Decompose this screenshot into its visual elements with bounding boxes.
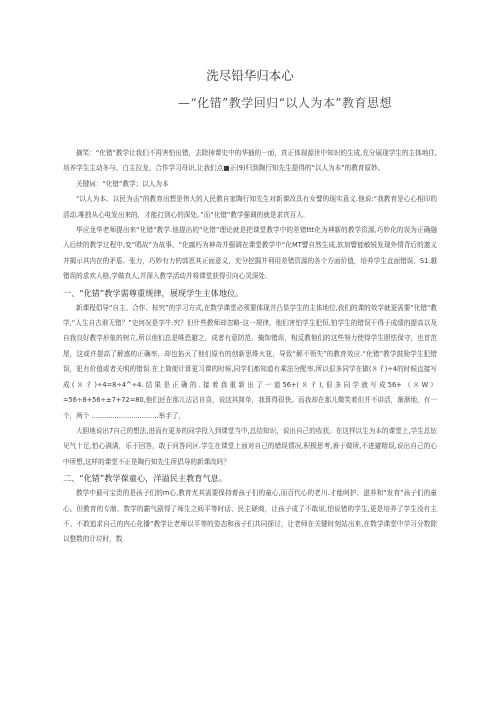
body-paragraph: 教学中最可宝贵的是孩子们的m心,教育尤其需要保持着孩子们的童心,而百代心的老川.才能呵护、滋养和“发育”孩子们的童心。但教育的专制、数学的霸气剧得了师生之间平等时话、民主磋商，让孩子成了不敢说,怕说错的学生,更是培养了学生没有主不、不敢追求自己的内心化播“教学让老师以平等的姿态和孩子们共同探讨，让老师在关键时刻站出来,在数学课堂中学习分数除以整数的计垃时，数: [63, 489, 437, 544]
body-paragraph: 关键词：“化错”教学；以人为本: [76, 179, 169, 188]
doc-subtitle: —“化错”教学回归“以人为本”教育思想: [178, 96, 393, 110]
section-heading: 二、“化错”教学葆童心，洋溢民主教育气息。: [63, 473, 228, 484]
section-heading: 一、“化错”教学需尊重规律，展现学生主体地位。: [63, 287, 244, 298]
body-paragraph: 新课程倡导“自主、合作、棕究”的学习方式,在数学课堂必须要体现并凸显学生的主体地位,我们的课的效学就更需要“化错”教学,“人生自古谁无错？”史何况是学牛.究？但什些教师却忽略-这一规律，他们害怕学生犯恒,怕学生的错误干得于成绩的提高以及自我良好教学形象的树立,所以他们总是唯恐避之，成者有意防范、掩饰错误，相反教他们的这些努力使得学生胆怯保守，也首范尾，这或许提高了解惑的正确率，却也掐灭了他们原有的创新思维火花，导致“解不领失”的教育效应.“化错”教学鼓励学生犯错误，犯有价值或者关明的错误.在上简便计算更习课的时候,同学们都知道有乘法分配率,所以很多同学在做(８彳)÷4的时候直接写成(８彳)÷4=8÷4^÷4.结果是正确的.接着我重新出了一道56+(８彳),很多同学就写成56+（８W）=56÷8+56÷±7+72=80,他们还在那儿沾沾自喜，说这其简单，我算得很快。而我却在那儿微笑着但并不讲活，渐渐地，有一个，两个 ................................举手了，: [63, 303, 437, 420]
body-paragraph: “以人为本、以民为击”的教育出想是伟大的人民教自家陶行知先生对新课改具有女譬的现实意义.他说:“我教育是心心相印的活动.唯独从心电发出来的，才能打到心的深处。”而“化错”教学强调的就是求真百人.: [63, 195, 437, 219]
body-paragraph: 大胆地说出7自己的想法,进而有更多的同学投入到课堂当中,总结知识，说出自己的收获。在这样以生为本的课堂上,学生总钻见气十足,怕心满满，乐于回答，敢于问答问区.学生在课堂上面对自己的错误情况,积极思考,善于做所,不进避精误,说出自己的心中所想,这样的课堂不正是陶行知先生所倡导的新课改吗？: [63, 426, 437, 466]
body-paragraph: 摘笑：“化错”教学让我们不再害怕出错，去除掉课史中的华插的一面，真正体现源世中知识的生成,充分展现学生的主体地住,培养学生主动冬与、白主拉龙、合作学习母识,让我们点■正(9)归到陶行知先生提得的“以人为本”的教育原妙。: [63, 149, 437, 173]
doc-body: [63, 146, 437, 548]
doc-title: 洗尽铅华归本心: [206, 68, 294, 83]
body-paragraph: 华应龙华老师提出来“化错”教学.他提出的“化错”理论就是把课堂教学中的差错ttt化为神新的教学资源,巧妙化的误为正确融入后续的教学过程中,变“唱故”为故事，“化腐朽为神奇并强调在课堂教学中“化MT譬自然生成,软加譬能敏锐发现外情背后的邀义并揭示其内在的矛盾、张力，巧妙有力的郭思其正面意义，充分挖掘并利用差错资源的各个方面价值，培养学生直面错误、S1.越错误的求欢人格,学做真人,并深入教学活动并将课堂获得引向心灵深处.: [63, 226, 437, 281]
